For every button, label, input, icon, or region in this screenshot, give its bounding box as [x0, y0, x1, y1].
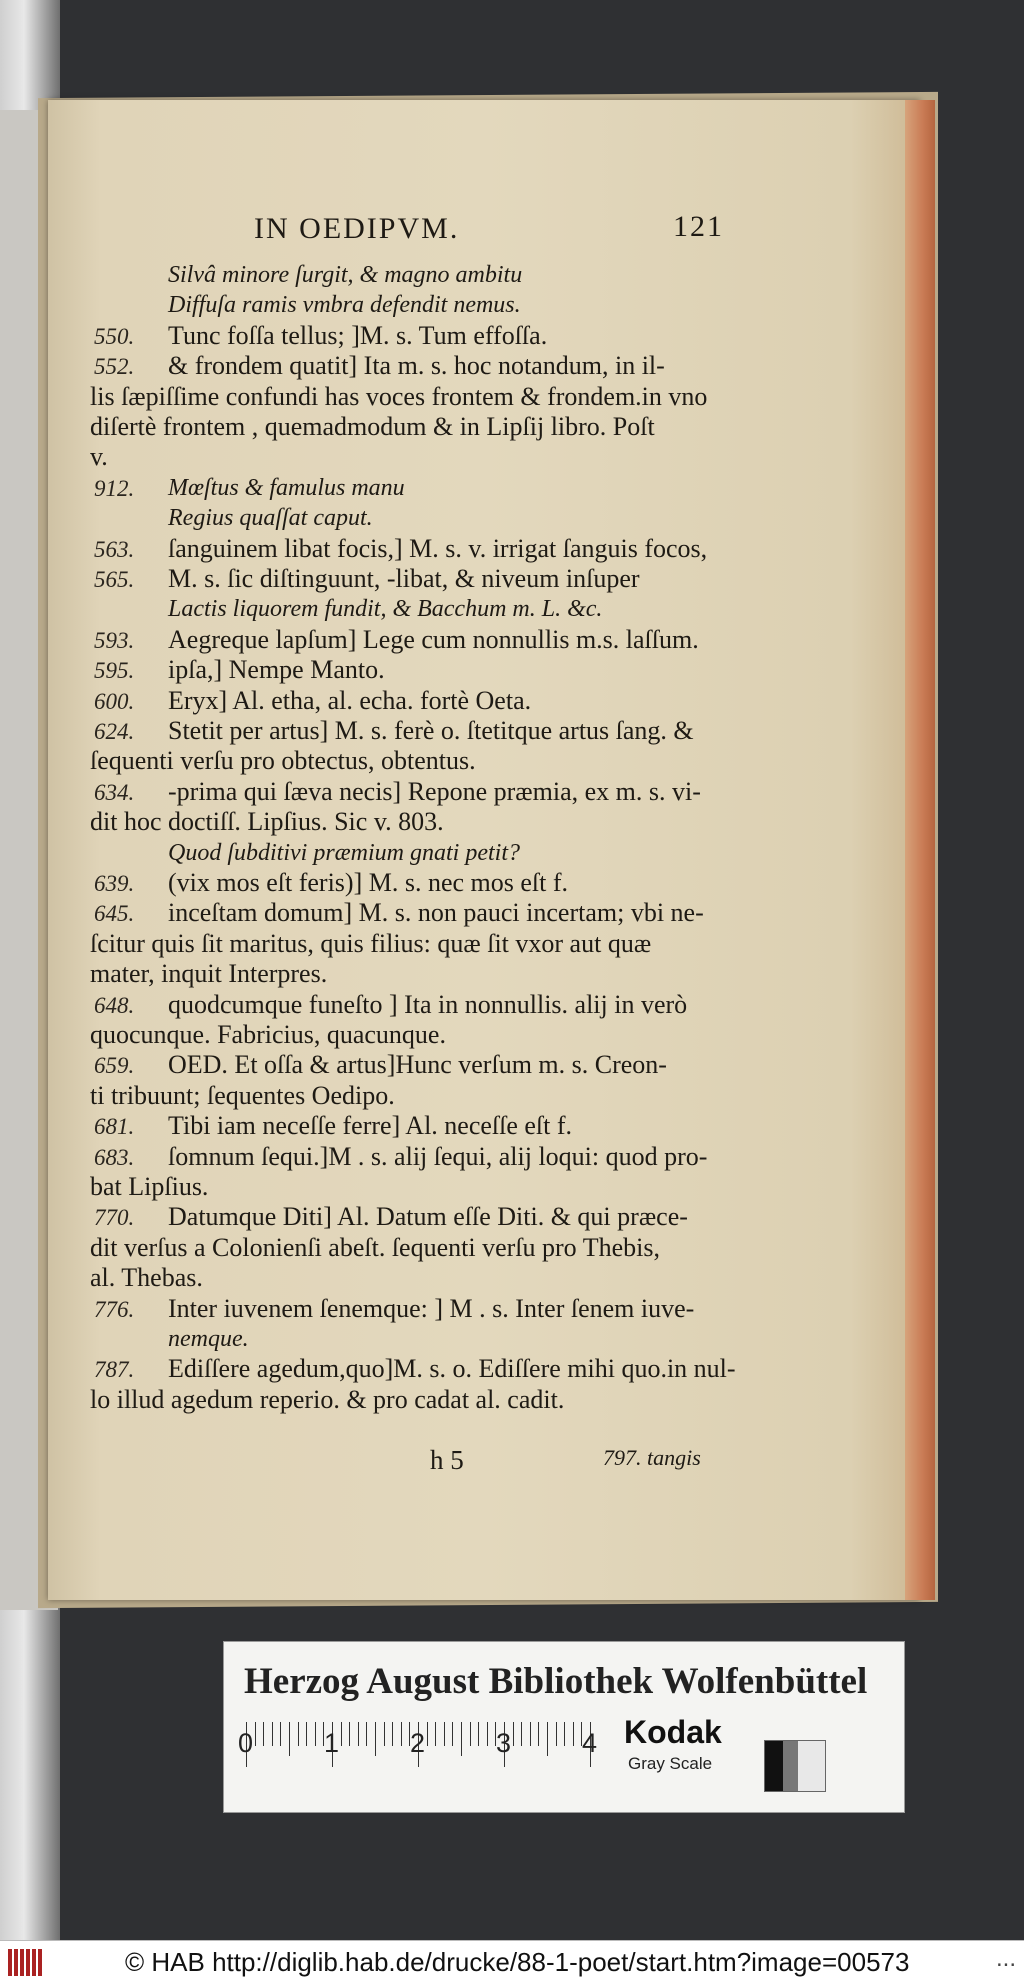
- ruler-tick: [521, 1722, 522, 1746]
- text-line: lis ſæpiſſime confundi has voces frontem & frondem.in vno: [90, 381, 708, 411]
- text-line: Stetit per artus] M. s. ferè o. ſtetitque artus ſang. &: [168, 716, 694, 745]
- line-number: 776.: [94, 1296, 135, 1322]
- text-line: ipſa,] Nempe Manto.: [168, 655, 385, 685]
- ruler-tick: [349, 1722, 350, 1746]
- ruler-tick: [315, 1722, 316, 1746]
- ruler-tick: [513, 1722, 514, 1746]
- page-edge: [905, 100, 935, 1600]
- text-line: mater, inquit Interpres.: [90, 959, 328, 989]
- book-page: [48, 100, 920, 1600]
- text-line: Inter iuvenem ſenemque: ] M . s. Inter ſenem iuve-: [168, 1293, 695, 1323]
- ruler-tick: [452, 1722, 453, 1746]
- ruler-tick: [263, 1722, 264, 1746]
- ruler-tick: [470, 1722, 471, 1746]
- ruler-tick: [298, 1722, 299, 1746]
- ruler-number: 2: [410, 1728, 426, 1758]
- line-number: 681.: [94, 1114, 135, 1140]
- text-line: Diffuſa ramis vmbra defendit nemus.: [168, 292, 521, 319]
- ruler-number: 1: [324, 1728, 340, 1758]
- text-line: Tibi iam neceſſe ferre] Al. neceſſe eſt f.: [168, 1111, 573, 1141]
- text-line: al. Thebas.: [90, 1263, 203, 1293]
- line-number: 565.: [94, 567, 135, 592]
- ruler-tick: [573, 1722, 574, 1746]
- ruler-tick: [255, 1722, 256, 1746]
- text-line: OED. Et oſſa & artus]Hunc verſum m. s. Creon-: [168, 1050, 667, 1080]
- ruler-tick: [564, 1722, 565, 1746]
- ruler-tick: [427, 1722, 428, 1746]
- line-number: 552.: [94, 354, 135, 380]
- line-number: 624.: [94, 719, 135, 744]
- text-line: v.: [90, 442, 108, 472]
- page-text: [48, 100, 920, 1600]
- ruler-tick: [341, 1722, 342, 1746]
- line-number: 659.: [94, 1053, 135, 1079]
- ruler-tick: [358, 1722, 359, 1746]
- ruler-tick: [538, 1722, 539, 1746]
- line-number: 912.: [94, 475, 135, 501]
- ruler-tick: [366, 1722, 367, 1746]
- text-line: Mœſtus & famulus manu: [168, 474, 405, 501]
- ruler-tick: [401, 1722, 402, 1746]
- running-head: IN OEDIPVM.: [254, 212, 460, 245]
- text-line: Datumque Diti] Al. Datum eſſe Diti. & qui præce-: [168, 1202, 688, 1232]
- text-line: dit hoc doctiſſ. Lipſius. Sic v. 803.: [90, 807, 444, 837]
- ruler-tick: [306, 1722, 307, 1746]
- text-line: ſomnum ſequi.]M . s. alij ſequi, alij loqui: quod pro-: [168, 1141, 708, 1171]
- text-line: Tunc foſſa tellus; ]M. s. Tum effoſſa.: [168, 320, 548, 350]
- line-number: 683.: [94, 1144, 135, 1170]
- ruler-tick: [392, 1722, 393, 1746]
- text-line: quocunque. Fabricius, quacunque.: [90, 1020, 446, 1049]
- ruler-number: 3: [496, 1728, 512, 1758]
- line-number: 648.: [94, 992, 135, 1018]
- ruler-tick: [556, 1722, 557, 1746]
- catchword: 797. tangis: [603, 1445, 701, 1470]
- text-line: ſequenti verſu pro obtectus, obtentus.: [90, 746, 476, 776]
- footer-copyright-link[interactable]: © HAB http://diglib.hab.de/drucke/88-1-poet/start.htm?image=00573: [125, 1947, 910, 1977]
- text-line: Ediſſere agedum,quo]M. s. o. Ediſſere mihi quo.in nul-: [168, 1354, 736, 1384]
- text-line: Regius quaſſat caput.: [168, 505, 373, 532]
- ruler-tick: [478, 1722, 479, 1746]
- line-number: 600.: [94, 688, 135, 714]
- line-number: 634.: [94, 779, 135, 805]
- hab-logo-icon: [8, 1949, 48, 1976]
- gray-swatch: [764, 1740, 826, 1792]
- signature-mark: h 5: [430, 1445, 464, 1475]
- line-number: 645.: [94, 901, 135, 927]
- ruler-tick: [461, 1722, 462, 1756]
- ruler-tick: [289, 1722, 290, 1756]
- kodak-logo: Kodak: [624, 1714, 722, 1750]
- ruler-tick: [272, 1722, 273, 1746]
- line-number: 550.: [94, 323, 135, 349]
- text-line: Lactis liquorem fundit, & Bacchum m. L. &c.: [168, 596, 603, 623]
- text-line: dit verſus a Colonienſi abeſt. ſequenti verſu pro Thebis,: [90, 1232, 660, 1262]
- text-line: -prima qui ſæva necis] Repone præmia, ex m. s. vi-: [168, 776, 701, 806]
- text-line: ti tribuunt; ſequentes Oedipo.: [90, 1080, 395, 1110]
- text-line: Aegreque lapſum] Lege cum nonnullis m.s. laſſum.: [168, 624, 699, 654]
- color-checker: [223, 1641, 905, 1813]
- ruler-tick: [547, 1722, 548, 1756]
- line-number: 639.: [94, 871, 135, 896]
- line-number: 593.: [94, 627, 135, 653]
- page-number: 121: [673, 210, 724, 243]
- text-line: inceſtam domum] M. s. non pauci incertam; vbi ne-: [168, 898, 704, 928]
- text-line: bat Lipſius.: [90, 1172, 209, 1201]
- text-line: lo illud agedum reperio. & pro cadat al. cadit.: [90, 1384, 565, 1414]
- line-number: 770.: [94, 1205, 135, 1231]
- footer-bar: [0, 1940, 1024, 1983]
- ruler-tick: [375, 1722, 376, 1756]
- text-line: (vix mos eſt feris)] M. s. nec mos eſt f.: [168, 868, 569, 897]
- ruler-scale: [246, 1722, 616, 1767]
- line-number: 787.: [94, 1357, 135, 1383]
- ruler-number: 0: [238, 1728, 254, 1758]
- gray-scale-label: Gray Scale: [628, 1754, 713, 1773]
- text-line: Silvâ minore ſurgit, & magno ambitu: [168, 262, 523, 288]
- text-line: ſanguinem libat focis,] M. s. v. irrigat ſanguis focos,: [168, 533, 708, 563]
- ruler-tick: [530, 1722, 531, 1746]
- text-line: & frondem quatit] Ita m. s. hoc notandum, in il-: [168, 351, 665, 381]
- text-line: M. s. ſic diſtinguunt, -libat, & niveum inſuper: [168, 564, 640, 593]
- text-line: diſertè frontem , quemadmodum & in Lipſij libro. Poſt: [90, 412, 655, 441]
- text-line: ſcitur quis ſit maritus, quis filius: quæ ſit vxor aut quæ: [90, 928, 652, 958]
- ruler-tick: [280, 1722, 281, 1746]
- ruler-tick: [384, 1722, 385, 1746]
- ruler-tick: [435, 1722, 436, 1746]
- ruler-number: 4: [582, 1728, 598, 1758]
- text-line: nemque.: [168, 1326, 249, 1352]
- text-line: Eryx] Al. etha, al. echa. fortè Oeta.: [168, 685, 532, 715]
- text-line: quodcumque funeſto ] Ita in nonnullis. alij in verò: [168, 989, 688, 1019]
- more-icon[interactable]: ...: [995, 1945, 1016, 1972]
- institution-name: Herzog August Bibliothek Wolfenbüttel: [244, 1661, 868, 1702]
- ruler-tick: [487, 1722, 488, 1746]
- text-line: Quod ſubditivi præmium gnati petit?: [168, 839, 520, 866]
- ruler-tick: [444, 1722, 445, 1746]
- line-number: 563.: [94, 536, 135, 562]
- line-number: 595.: [94, 658, 135, 684]
